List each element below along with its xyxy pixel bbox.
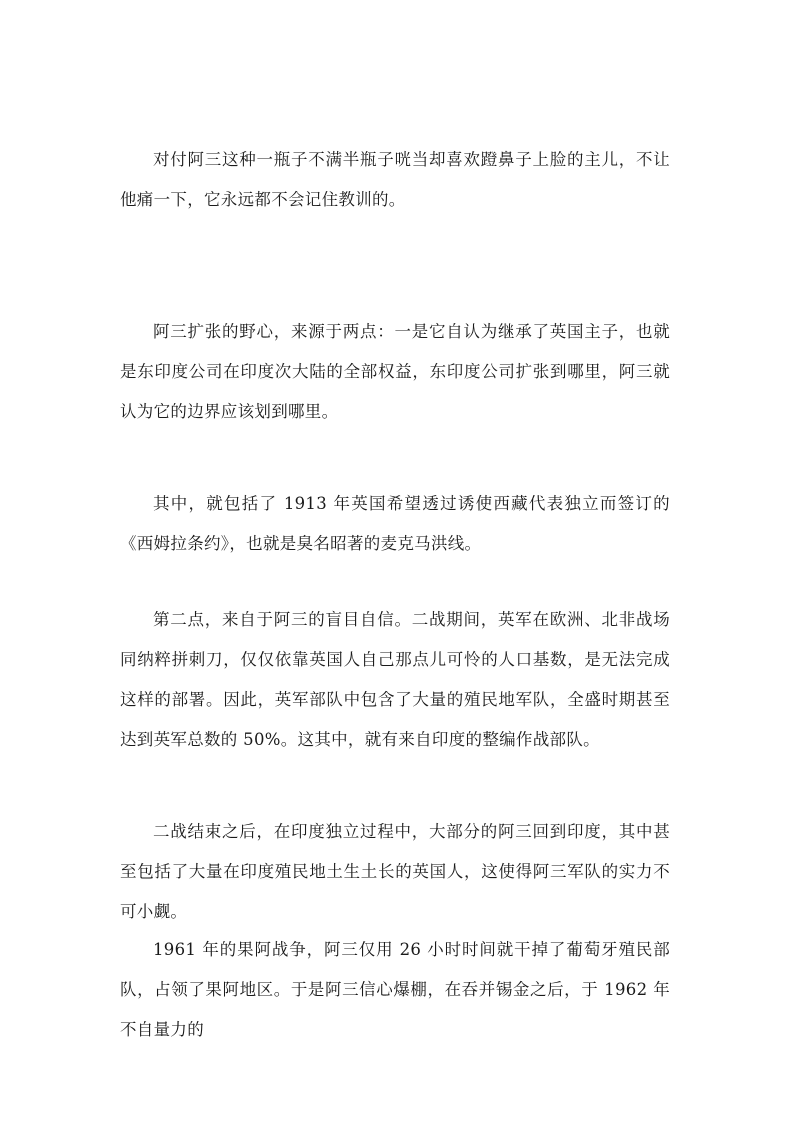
paragraph-6: 1961 年的果阿战争，阿三仅用 26 小时时间就干掉了葡萄牙殖民部队，占领了果阿地区。于是阿三信心爆棚，在吞并锡金之后，于 1962 年不自量力的 [120,940,670,1039]
paragraph-4: 第二点，来自于阿三的盲目自信。二战期间，英军在欧洲、北非战场同纳粹拼刺刀，仅仅依靠英国人自己那点儿可怜的人口基数，是无法完成这样的部署。因此，英军部队中包含了大量的殖民地军队，全盛时期甚至达到英军总数的 50%。这其中，就有来自印度的整编作战部队。 [120,610,670,749]
paragraph-2: 阿三扩张的野心，来源于两点：一是它自认为继承了英国主子，也就是东印度公司在印度次大陆的全部权益，东印度公司扩张到哪里，阿三就认为它的边界应该划到哪里。 [120,322,670,421]
paragraph-5: 二战结束之后，在印度独立过程中，大部分的阿三回到印度，其中甚至包括了大量在印度殖民地土生土长的英国人，这使得阿三军队的实力不可小觑。 [120,822,670,921]
paragraph-1: 对付阿三这种一瓶子不满半瓶子咣当却喜欢蹬鼻子上脸的主儿，不让他痛一下，它永远都不会记住教训的。 [120,150,670,209]
paragraph-3: 其中，就包括了 1913 年英国希望透过诱使西藏代表独立而签订的《西姆拉条约》，也就是臭名昭著的麦克马洪线。 [120,494,670,553]
